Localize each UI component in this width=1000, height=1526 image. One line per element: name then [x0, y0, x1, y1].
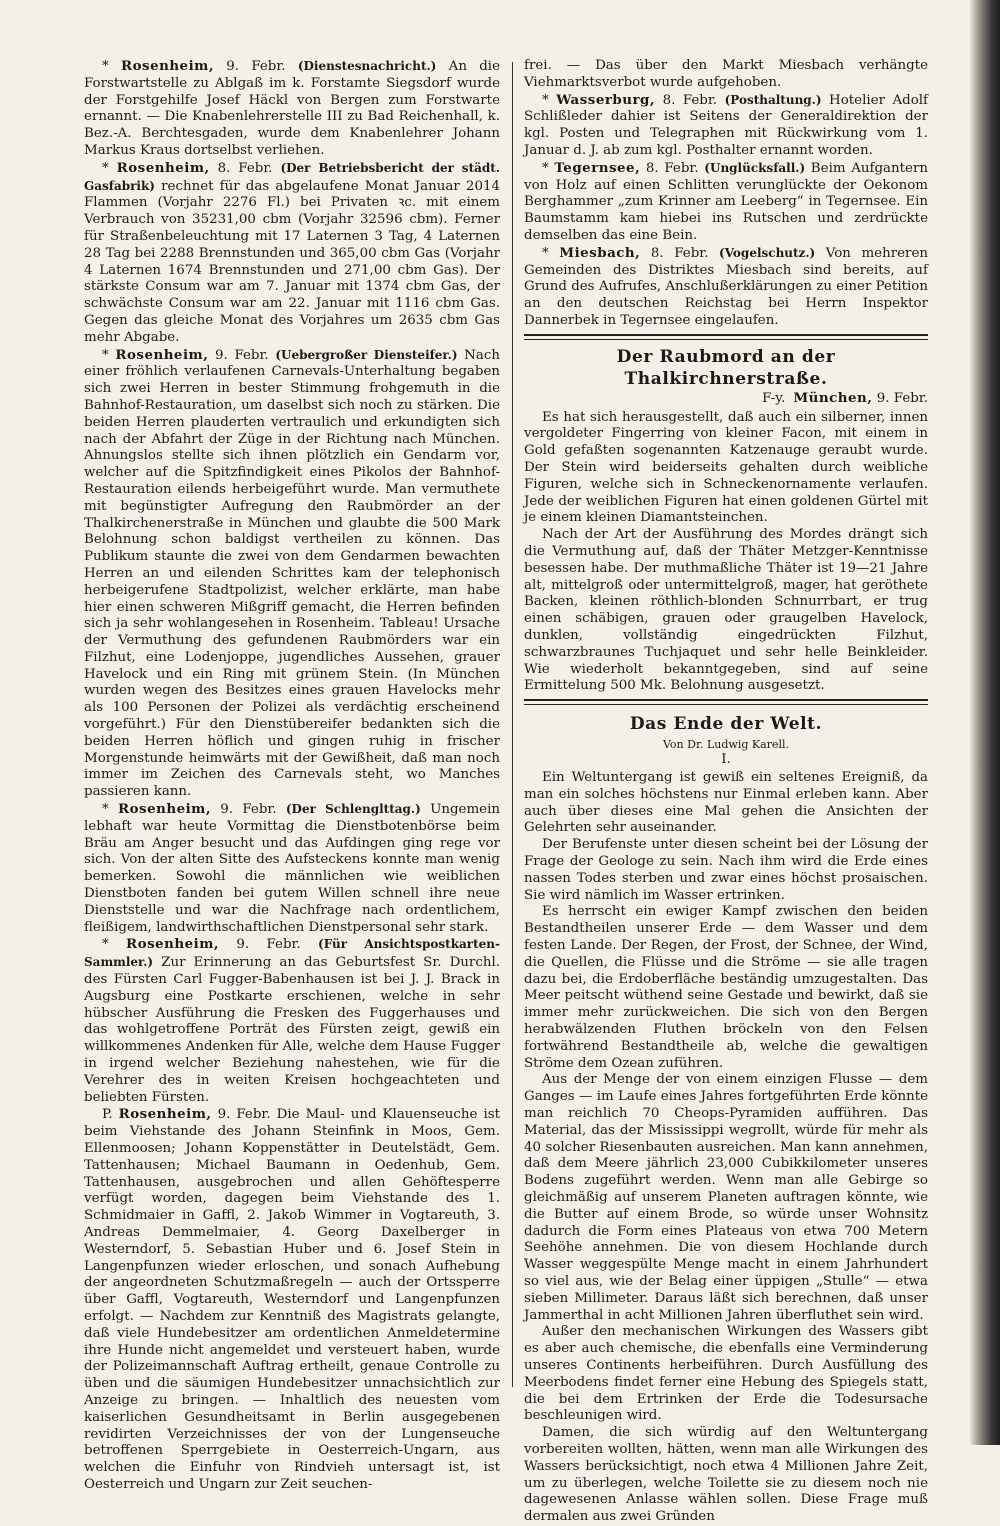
item-tag: (Der Betriebsbericht der städt. Gasfabrik) [84, 160, 500, 193]
article-paragraph: Es hat sich herausgestellt, daß auch ein silberner, innen vergoldeter Fingerring von kleiner Facon, mit einem in Gold gefaßten sogenannten Katzenauge geraubt wurde. Der Stein wird beiderseits gehalten durch weibliche Figuren, welche sich in Schneckenornamente verlaufen. Jede der weiblichen Figuren hat einen goldenen Gürtel mit je einem kleinen Diamantsteinchen. [524, 409, 928, 526]
item-tag: (Der Schlenglttag.) [285, 802, 421, 817]
item-tag: (Für Ansichtspostkarten-Sammler.) [84, 937, 500, 970]
news-item: * Rosenheim, 9. Febr. (Der Schlenglttag.) Ungemein lebhaft war heute Vormittag die Dienstbotenbörse beim Bräu am Anger besucht und das Aufdingen ging rege vor sich. Von der alten Sitte des Aufsteckens konnte man wenig bemerken. Sowohl die männlichen wie weiblichen Dienstboten fanden bei gutem Willen schnell ihre neue Dienststelle und war die Nachfrage nach ordentlichem, fleißigem, landwirthschaftlichen Dienstpersonal sehr stark. [84, 801, 501, 935]
location: Rosenheim, [115, 346, 209, 363]
news-item: * Wasserburg, 8. Febr. (Posthaltung.) Hotelier Adolf Schlißleder dahier ist Seitens der Generaldirektion der kgl. Posten und Telegraphen mit Rückwirkung vom 1. Januar d. J. ab zum kgl. Posthalter ernannt worden. [524, 91, 928, 158]
location: Rosenheim, [117, 801, 212, 818]
right-column [524, 58, 928, 1526]
location: Tegernsee, [554, 159, 641, 176]
location: Rosenheim, [116, 159, 210, 176]
news-item: * Tegernsee, 8. Febr. (Unglücksfall.) Beim Aufgantern von Holz auf einen Schlitten verunglückte der Oekonom Berghammer „zum Krinner am Leeberg“ in Tegernsee. Ein Baumstamm kam hiebei ins Rutschen und zerdrückte demselben das eine Bein. [524, 159, 928, 243]
news-item: * Rosenheim, 9. Febr. (Dienstesnachricht.) An die Forstwartstelle zu Ablgaß im k. Forstamte Siegsdorf wurde der Forstgehilfe Josef Häckl von Bergen zum Forstwarte ernannt. — Die Knabenlehrerstelle III zu Bad Reichenhall, k. Bez.-A. Berchtesgaden, wurde dem Knabenlehrer Johann Markus Kraus dortselbst verliehen. [84, 58, 500, 158]
location: Wasserburg, [556, 91, 656, 108]
location: Rosenheim, [126, 936, 220, 953]
item-tag: (Dienstesnachricht.) [297, 59, 437, 73]
article-paragraph: Ein Weltuntergang ist gewiß ein seltenes Ereigniß, da man ein solches höchstens nur Einmal erleben kann. Aber auch über dieses eine Mal gehen die Ansichten der Gelehrten sehr auseinander. [524, 770, 928, 836]
feuilleton-headline: Das Ende der Welt. [629, 714, 823, 735]
news-item: P. Rosenheim, 9. Febr. Die Maul- und Klauenseuche ist beim Viehstande des Johann Steinfink in Moos, Gem. Ellenmoosen; Johann Koppenstätter in Deutelstädt, Gem. Tattenhausen; Michael Baumann in Oedenhub, Gem. Tattenhausen, ausgebrochen und allen Gehöftesperre verfügt worden, dagegen beim Viehstande des 1. Schmidmaier in Gaffl, 2. Jakob Wimmer in Vogtareuth, 3. Andreas Demmelmaier, 4. Georg Daxelberger in Westerndorf, 5. Sebastian Huber und 6. Josef Stein in Langenpfunzen wieder erloschen, und sonach Aufhebung der angeordneten Schutzmaßregeln — auch der Ortssperre über Gaffl, Vogtareuth, Westerndorf und Langenpfunzen erfolgt. — Nachdem zur Kenntniß des Magistrats gelangte, daß viele Hundebesitzer am ordentlichen Anmeldetermine ihre Hunde nicht angemeldet und versteuert haben, wurde der Polizeimannschaft Auftrag ertheilt, genaue Controlle zu üben und die säumigen Hundebesitzer unnachsichtlich zur Anzeige zu bringen. — Inhaltlich des neuesten vom kaiserlichen Gesundheitsamt in Berlin ausgegebenen revidirten Verzeichnisses der von der Lungenseuche betroffenen Sperrgebiete in Oesterreich-Ungarn, aus welchen die Einfuhr von Rindvieh untersagt ist, ist Oesterreich und Ungarn zur Zeit seuchen- [84, 1106, 500, 1492]
article-paragraph: Nach der Art der Ausführung des Mordes drängt sich die Vermuthung auf, daß der Thäter Metzger-Kenntnisse besessen habe. Der muthmaßliche Thäter ist 19—21 Jahre alt, mittelgroß oder untermittelgroß, mager, hat geröthete Backen, kleinen röthlich-blonden Schnurrbart, er trug einen schäbigen, grauen oder graugelben Havelock, dunklen, vollständig eingedrückten Filzhut, schwarzbraunes Tuchjaquet und sehr helle Beinkleider. Wie wiederholt bekanntgegeben, sind auf seine Ermittelung 500 Mk. Belohnung ausgesetzt. [524, 527, 928, 694]
news-item: * Rosenheim, 9. Febr. (Für Ansichtspostkarten-Sammler.) Zur Erinnerung an das Geburtsfest Sr. Durchl. des Fürsten Carl Fugger-Babenhausen ist bei J. J. Brack in Augsburg eine Postkarte erschienen, welche in sehr hübscher Ausführung die Fresken des Fuggerhauses und das wohlgetroffene Porträt des Fürsten zeigt, gewiß ein willkommenes Andenken für Alle, welche dem Hause Fugger in irgend welcher Beziehung nahestehen, wie für die Verehrer des in weiten Kreisen hochgeachteten und beliebten Fürsten. [84, 936, 500, 1105]
article-paragraph: Es herrscht ein ewiger Kampf zwischen den beiden Bestandtheilen unserer Erde — dem Wasser und dem festen Lande. Der Regen, der Frost, der Schnee, der Wind, die Quellen, die Flüsse und die Ströme — sie alle tragen dazu bei, die Erdoberfläche beständig umzugestalten. Das Meer peitscht wüthend seine Gestade und bewirkt, daß sie immer mehr zurückweichen. Die sich von den Bergen herabwälzenden Fluthen bröckeln von den Felsen fortwährend Bestandtheile ab, welche die gewaltigen Ströme dem Ozean zuführen. [524, 904, 928, 1071]
news-item: * Rosenheim, 8. Febr. (Der Betriebsbericht der städt. Gasfabrik) rechnet für das abgelaufene Monat Januar 2014 Flammen (Vorjahr 2276 Fl.) bei Privaten ꝛc. mit einem Verbrauch von 35231,00 cbm (Vorjahr 32596 cbm). Ferner für Straßenbeleuchtung mit 17 Laternen 3 Tag, 4 Laternen 28 Tag bei 2288 Brennstunden und 365,00 cbm Gas (Vorjahr 4 Laternen 1674 Brennstunden und 271,00 cbm Gas). Der stärkste Consum war am 7. Januar mit 1374 cbm Gas, der schwächste Consum war am 22. Januar mit 1116 cbm Gas. Gegen das gleiche Monat des Vorjahres um 2635 cbm Gas mehr Abgabe. [84, 159, 500, 345]
news-item: * Rosenheim, 9. Febr. (Uebergroßer Diensteifer.) Nach einer fröhlich verlaufenen Carnevals-Unterhaltung begaben sich zwei Herren in bester Stimmung frohgemuth in die Bahnhof-Restauration, um daselbst sich noch zu stärken. Die beiden Herren plauderten vertraulich und erkundigten sich nach der Abfahrt der Züge in der Richtung nach München. Ahnungslos stellte sich ihnen plötzlich ein Gendarm vor, welcher auf die Spitzfindigkeit eines Pikolos der Bahnhof-Restauration eilends herbeigeführt wurde. Man vermuthete mit begünstigter Aufregung den Raubmörder an der Thalkirchenerstraße in München und glaubte die 500 Mark Belohnung schon baldigst vertheilen zu können. Das Publikum staunte die zwei von dem Gendarmen bewachten Herren an und eilenden Schrittes kam der telephonisch herbeigerufene Stadtpolizist, welcher erklärte, man habe hier einen schweren Mißgriff gemacht, die Herren befinden sich ja sehr wohlangesehen in Rosenheim. Tableau! Ursache der Vermuthung des gefundenen Raubmörders war ein Filzhut, eine Lodenjoppe, jugendliches Aussehen, grauer Havelock und ein Ring mit grünem Stein. (In München wurden wegen des Besitzes eines grauen Havelocks mehr als 100 Personen der Polizei als verdächtig erscheinend vorgeführt.) Für den Dienstübereifer bedankten sich die beiden Herren höflich und gingen ruhig in frischer Morgenstunde heimwärts mit der Gewißheit, daß man noch immer im Zeichen des Carnevals steht, wo Manches passieren kann. [84, 346, 500, 800]
location: Rosenheim, [118, 1106, 212, 1123]
item-tag: (Vogelschutz.) [719, 245, 816, 260]
continued-text: frei. — Das über den Markt Miesbach verhängte Viehmarktsverbot wurde aufgehoben. [524, 58, 928, 90]
article-paragraph: Der Berufenste unter diesen scheint bei der Lösung der Frage der Geologe zu sein. Nach ihm wird die Erde eines nassen Todes sterben und zwar eines höchst prosaischen. Sie wird nämlich im Wasser ertrinken. [524, 837, 928, 903]
news-item: * Miesbach, 8. Febr. (Vogelschutz.) Von mehreren Gemeinden des Distriktes Miesbach sind bereits, auf Grund des Aufrufes, Anschlußerklärungen zu einer Petition an den deutschen Reichstag bei Herrn Inspektor Dannerbek in Tegernsee eingelaufen. [524, 244, 928, 328]
article-headline: Der Raubmord an der Thalkirchnerstraße. [616, 346, 836, 389]
article-author: Von Dr. Ludwig Karell. [663, 738, 789, 752]
left-column [84, 58, 500, 1494]
location: Rosenheim, [120, 58, 214, 74]
item-tag: (Unglücksfall.) [704, 160, 806, 175]
section-rule [524, 334, 928, 340]
item-tag: (Posthaltung.) [724, 92, 822, 107]
section-rule [524, 699, 928, 705]
part-number: I. [721, 752, 731, 768]
location: Miesbach, [559, 244, 641, 261]
article-paragraph: Aus der Menge der von einem einzigen Flusse — dem Ganges — im Laufe eines Jahres fortgeführten Erde könnte man reichlich 70 Cheops-Pyramiden aufführen. Das Material, das der Mississippi wegrollt, würde für mehr als 40 solcher Riesenbauten ausreichen. Man kann annehmen, daß dem Meere jährlich 23,000 Cubikkilometer unseres Bodens zugeführt werden. Wenn man alle Gebirge so gleichmäßig auf unserem Planeten auftragen könnte, wie die Butter auf einem Brode, so würde unser Wohnsitz dadurch die Form eines Plateaus von etwa 700 Metern Seehöhe annehmen. Die von diesem Hochlande durch Wasser weggespülte Menge macht in einem Jahrhundert so viel aus, wie der Belag einer üppigen „Stulle“ — etwa sieben Millimeter. Daraus läßt sich berechnen, daß unser Jammerthal in acht Millionen Jahren überfluthet sein wird. [524, 1072, 928, 1323]
article-paragraph: Außer den mechanischen Wirkungen des Wassers gibt es aber auch chemische, die ebenfalls eine Verminderung unseres Continents herbeiführen. Durch Ausfüllung des Meerbodens findet ferner eine Hebung des Spiegels statt, die bei dem Ertrinken der Erde die Todesursache beschleunigen wird. [524, 1324, 928, 1424]
article-paragraph: Damen, die sich würdig auf den Weltuntergang vorbereiten wollten, hätten, wenn man alle Wirkungen des Wassers berücksichtigt, noch etwa 4 Millionen Jahre Zeit, um zu überlegen, welche Toilette sie zu diesem noch nie dagewesenen Anlasse wählen sollen. Diese Frage muß dermalen aus zwei Gründen [524, 1425, 928, 1525]
item-tag: (Uebergroßer Diensteifer.) [275, 347, 458, 362]
location: München, [793, 389, 873, 406]
article-byline: F-y. München, 9. Febr. [762, 389, 928, 406]
book-binding-edge [970, 0, 1000, 1445]
column-divider [512, 62, 513, 1387]
